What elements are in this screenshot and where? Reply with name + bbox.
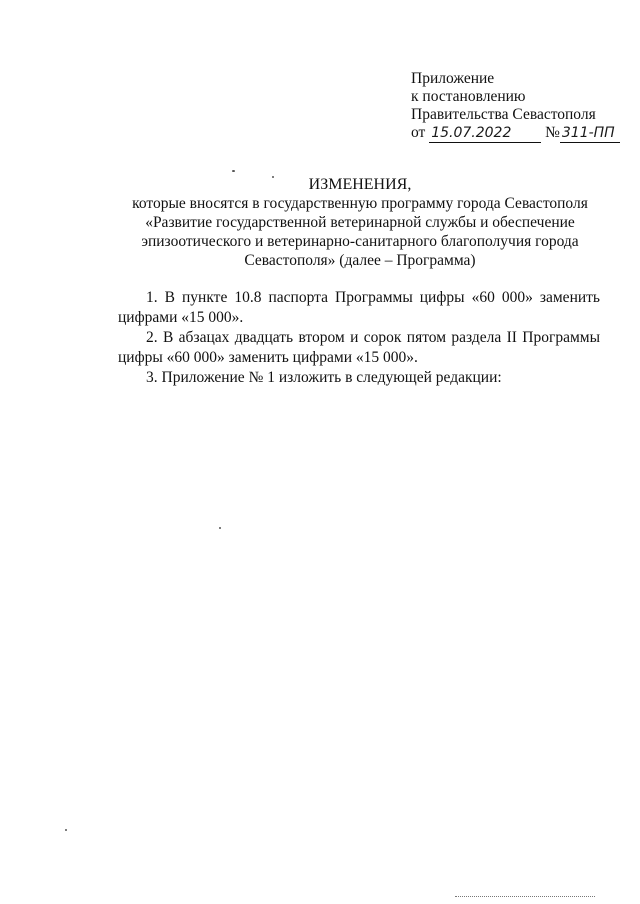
title-line-4: Севастополя» (далее – Программа) [244, 252, 476, 269]
handwritten-date: 15.07.2022 [429, 124, 541, 143]
scan-speck [219, 527, 221, 529]
appendix-line-3: Правительства Севастополя [411, 106, 596, 123]
title-line-2: «Развитие государственной ветеринарной службы и обеспечение [145, 214, 575, 231]
scan-speck [272, 176, 274, 178]
scan-edge-mark [455, 896, 595, 897]
appendix-line-2: к постановлению [411, 88, 526, 105]
title-line-1: которые вносятся в государственную программу города Севастополя [132, 195, 588, 212]
title-line-3: эпизоотического и ветеринарно-санитарного благополучия города [141, 233, 579, 250]
appendix-block [411, 70, 620, 143]
handwritten-number: 311-ПП [560, 124, 620, 143]
number-prefix: № [545, 124, 560, 141]
appendix-line-1: Приложение [411, 70, 495, 87]
title-block [80, 175, 640, 270]
document-heading: ИЗМЕНЕНИЯ, [308, 176, 412, 193]
item-1: 1. В пункте 10.8 паспорта Программы цифры «60 000» заменить цифрами «15 000». [118, 289, 600, 326]
date-number-line [411, 124, 620, 143]
scan-speck [232, 170, 235, 172]
date-prefix: от [411, 124, 426, 141]
body-text [118, 288, 600, 388]
item-3: 3. Приложение № 1 изложить в следующей редакции: [146, 369, 502, 386]
item-2: 2. В абзацах двадцать втором и сорок пятом раздела II Программы цифры «60 000» заменить цифрами «15 000». [118, 329, 600, 366]
scan-speck [65, 829, 67, 831]
